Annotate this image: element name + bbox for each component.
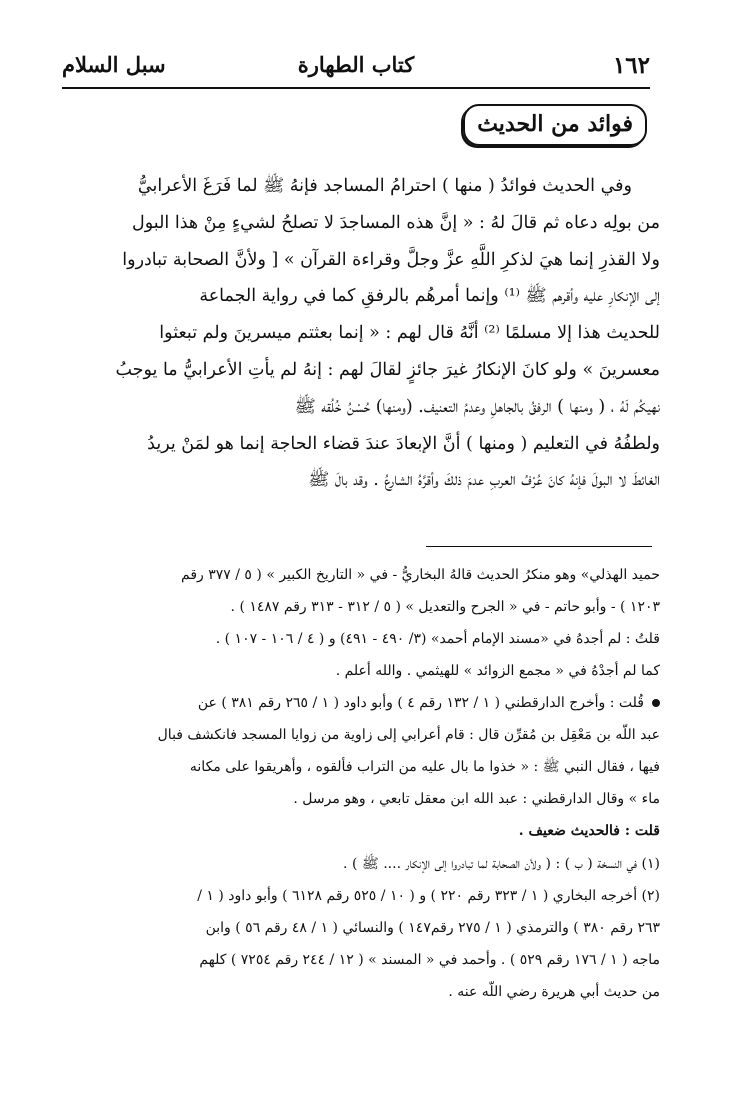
book-title: سبل السلام (62, 52, 166, 77)
footnote-line: فيها ، فقال النبي ﷺ : « خذوا ما بال عليه من التراب فألقوه ، وأهريقوا على مكانه (189, 759, 660, 775)
main-line: إلى الإنكارِ عليه وأقرهم ﷺ ⁽¹⁾ وإنما أمرهُم بالرفقِ كما في رواية الجماعة (199, 286, 660, 307)
footnote-line: قلت : فالحديث ضعيف . (518, 823, 660, 839)
page-number: ١٦٢ (612, 52, 650, 79)
main-line: للحديث هذا إلا مسلمًا ⁽²⁾ أنَّهُ قال لهم : « إنما بعثتم ميسرينَ ولم تبعثوا (159, 323, 660, 344)
footnote-note (70, 687, 660, 847)
main-line: من بولِه دعاه ثم قالَ لهُ : « إنَّ هذه المساجدَ لا تصلحُ لشيءٍ مِنْ هذا البول (132, 212, 660, 233)
header-rule (62, 87, 650, 89)
footnote-line: قُلت : وأخرج الدارقطني ( ١ / ١٣٢ رقم ٤ ) وأبو داود ( ١ / ٢٦٥ رقم ٣٨١ ) عن (197, 695, 644, 711)
footnote-line: ٢٦٣ رقم ٣٨٠ ) والترمذي ( ١ / ٢٧٥ رقم١٤٧ ) والنسائي ( ١ / ٤٨ رقم ٥٦ ) وابن (205, 920, 660, 936)
bullet-icon (652, 699, 660, 707)
main-line: ولا القذرِ إنما هيَ لذكرِ اللَّهِ عزَّ وجلَّ وقراءة القرآن » [ ولأنَّ الصحابة تبادروا (122, 249, 660, 270)
footnote-line: قلتُ : لم أجدهُ في «مسند الإمام أحمد» (٣/ ٤٩٠ - ٤٩١) و ( ٤ / ١٠٦ - ١٠٧ ) . (215, 631, 660, 647)
main-line: معسرينَ » ولو كانَ الإنكارُ غيرَ جائزٍ لقالَ لهم : إنهُ لم يأتِ الأعرابيُّ ما يوجبُ (115, 359, 660, 380)
page-header (62, 52, 650, 86)
footnote-line: كما لم أجدْهُ في « مجمع الزوائد » للهيثمي . والله أعلم . (335, 663, 660, 679)
main-text (60, 168, 660, 499)
footnote-line: ماجه ( ١ / ١٧٦ رقم ٥٢٩ ) . وأحمد في « المسند » ( ١٢ / ٢٤٤ رقم ٧٢٥٤ ) كلهم (199, 952, 660, 968)
footnote-line: (٢) أخرجه البخاري ( ١ / ٣٢٣ رقم ٢٢٠ ) و ( ١٠ / ٥٢٥ رقم ٦١٢٨ ) وأبو داود ( ١ / (197, 888, 660, 904)
main-line: الغائطَ لا البولَ فإنهُ كانَ عُرْفُ العربِ عدمَ ذلكَ وأقرَّهُ الشارعُ . وقد بالَ ﷺ (308, 470, 660, 491)
footnote-continued (70, 559, 660, 687)
footnote-line: من حديث أبي هريرة رضي اللّه عنه . (448, 984, 660, 1000)
main-line: نهيكُم لَهُ ، ( ومنها ) الرفقُ بالجاهلِ وعدمُ التعنيف. (ومنها) حُسْنُ خُلُقه ﷺ (294, 396, 660, 417)
main-line: وفي الحديث فوائدُ ( منها ) احترامُ المساجد فإنهُ ﷺ لما فَرَغَ الأعرابيُّ (137, 176, 632, 196)
footnote-line: عبد اللّه بن مَعْقِل بن مُقرِّن قال : قام أعرابي إلى زاوية من زوايا المسجد فانكشف فبال (157, 727, 660, 743)
footnote-line: ١٢٠٣ ) - وأبو حاتم - في « الجرح والتعديل » ( ٥ / ٣١٢ - ٣١٣ رقم ١٤٨٧ ) . (230, 599, 660, 615)
chapter-title: كتاب الطهارة (297, 52, 415, 77)
footnote-line: (١) في النسخة ( ب ) : ( ولأن الصحابة لما تبادروا إلى الإنكار .... ﷺ ) . (343, 856, 660, 872)
footnote-line: حميد الهذلي» وهو منكرُ الحديث قالهُ البخاريُّ - في « التاريخ الكبير » ( ٥ / ٣٧٧ رقم (181, 567, 660, 583)
footnotes-numbered (70, 848, 660, 1008)
section-title: فوائد من الحديث (463, 104, 647, 146)
footnote-line: ماء » وقال الدارقطني : عبد الله ابن معقل تابعي ، وهو مرسل . (293, 791, 660, 807)
footnote-separator (426, 546, 652, 547)
main-line: ولطفُهُ في التعليم ( ومنها ) أنَّ الإبعادَ عندَ قضاء الحاجة إنما هو لمَنْ يريدُ (147, 433, 660, 454)
